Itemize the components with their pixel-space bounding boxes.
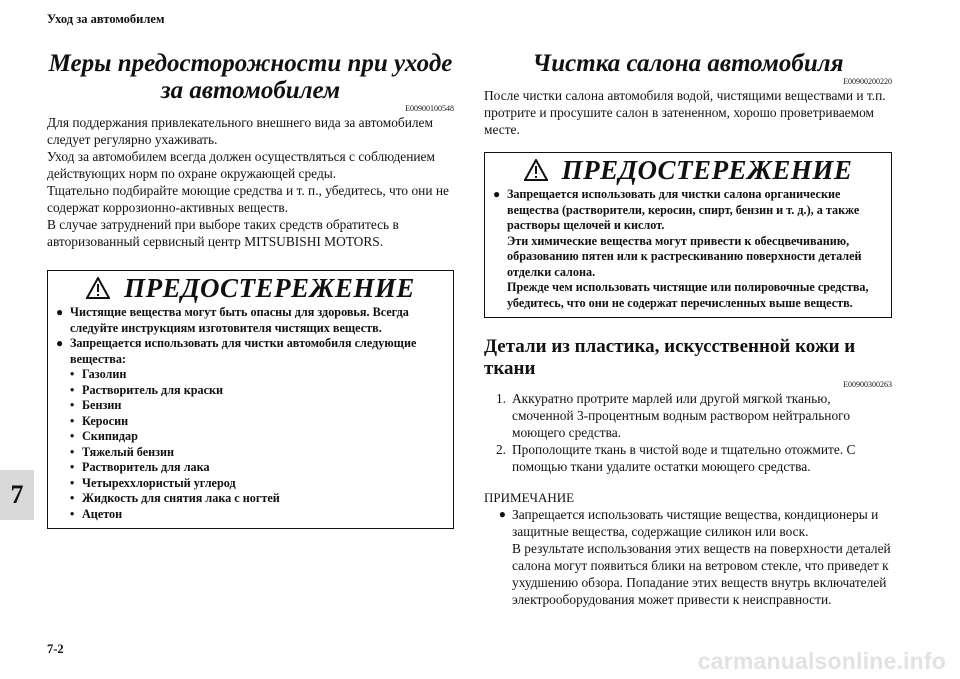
page-number: 7-2 [47, 642, 64, 656]
warning-bullet [56, 305, 445, 336]
warning-body [48, 305, 453, 528]
small-bullet-icon: • [70, 382, 75, 397]
watermark: carmanualsonline.info [697, 648, 946, 674]
left-paragraph: Тщательно подбирайте моющие средства и т. п., убедитесь, что они не содержат коррозионно-активных веществ. [47, 183, 449, 215]
warning-bullet-text: Запрещается использовать для чистки автомобиля следующие вещества: [70, 336, 417, 366]
bullet-dot-icon: ● [498, 507, 506, 521]
steps-list [484, 390, 892, 475]
small-bullet-icon: • [70, 444, 75, 459]
bullet-dot-icon: ● [56, 305, 64, 319]
substance-item: • Скипидар [70, 429, 138, 443]
right-warning-box [484, 152, 892, 318]
bullet-dot-icon: ● [493, 187, 501, 201]
small-bullet-icon: • [70, 475, 75, 490]
warning-bullet-text: Чистящие вещества могут быть опасны для здоровья. Всегда следуйте инструкциям изготовителя чистящих веществ. [70, 305, 409, 335]
substance-item: • Бензин [70, 398, 122, 412]
substance-item: • Керосин [70, 413, 129, 428]
right-title: Чистка салона автомобиля [532, 50, 844, 77]
right-column [484, 50, 892, 608]
warning-bullet-text: Запрещается использовать для чистки салона органические вещества (растворители, керосин, спирт, бензин и т. д.), а также растворы щелочей и кислот. [507, 187, 860, 232]
step-text: Прополощите ткань в чистой воде и тщательно отожмите. С помощью ткани удалите остатки моющего средства. [512, 442, 856, 474]
left-title-line1: Меры предосторожности при уходе [48, 50, 453, 77]
small-bullet-icon: • [70, 460, 75, 474]
substance-item: • Ацетон [70, 506, 123, 521]
small-bullet-icon: • [70, 429, 75, 443]
warning-triangle-icon [524, 159, 548, 181]
warning-label: ПРЕДОСТЕРЕЖЕНИЕ [124, 272, 415, 303]
left-title-line2: за автомобилем [160, 77, 341, 104]
subsection-heading: Детали из пластика, искусственной кожи и ткани [484, 336, 856, 379]
warning-body [485, 187, 891, 317]
warning-label: ПРЕДОСТЕРЕЖЕНИЕ [561, 154, 853, 185]
left-warning-box [47, 270, 454, 529]
substance-item: • Растворитель для лака [70, 460, 210, 474]
note-text: В результате использования этих веществ на поверхности деталей салона могут появиться блики на ветровом стекле, что приведет к ухудшению обзора. Попадание этих веществ внутрь включателей электрооборудования может привести к неисправности. [512, 541, 891, 607]
step-text: Аккуратно протрите марлей или другой мягкой тканью, смоченной 3-процентным водным раствором нейтрального моющего средства. [512, 391, 851, 440]
substance-item: • Газолин [70, 367, 127, 381]
small-bullet-icon: • [70, 506, 75, 521]
left-paragraph: Для поддержания привлекательного внешнего вида за автомобилем следует регулярно ухаживать. [47, 115, 433, 147]
left-column [47, 50, 454, 529]
running-header: Уход за автомобилем [47, 12, 165, 26]
substance-item: • Четыреххлористый углерод [70, 475, 236, 490]
warning-header [48, 271, 453, 305]
note-body [484, 506, 892, 608]
left-paragraph: Уход за автомобилем всегда должен осуществляться с соблюдением действующих норм по охране окружающей среды. [47, 149, 435, 181]
warning-triangle-icon [86, 277, 110, 299]
bullet-dot-icon: ● [56, 336, 64, 350]
warning-bullet [56, 336, 445, 522]
right-section-code: E00900200220 [843, 77, 892, 86]
step-number: 1. [495, 391, 506, 406]
warning-bullet [493, 187, 883, 311]
list-item [484, 390, 892, 441]
note-title: ПРИМЕЧАНИЕ [484, 490, 575, 505]
small-bullet-icon: • [70, 367, 75, 381]
small-bullet-icon: • [70, 413, 75, 428]
substance-item: • Жидкость для снятия лака с ногтей [70, 491, 280, 505]
warning-header [485, 153, 891, 187]
note-text: Запрещается использовать чистящие вещества, кондиционеры и защитные вещества, содержащие силикон или воск. [512, 507, 879, 539]
right-intro: После чистки салона автомобиля водой, чистящими веществами и т.п. протрите и просушите салон в затененном, хорошо проветриваемом месте. [484, 88, 886, 137]
step-number: 2. [495, 442, 506, 457]
chapter-tab: 7 [0, 470, 34, 520]
list-item [484, 441, 892, 475]
warning-paragraph: Прежде чем использовать чистящие или полировочные средства, убедитесь, что они не содержат перечисленных выше веществ. [507, 280, 869, 310]
left-paragraph: В случае затруднений при выборе таких средств обратитесь в авторизованный сервисный центр MITSUBISHI MOTORS. [47, 217, 399, 249]
substance-item: • Растворитель для краски [70, 382, 224, 397]
substance-item: • Тяжелый бензин [70, 444, 175, 459]
small-bullet-icon: • [70, 491, 75, 505]
subsection-code: E00900300263 [843, 380, 892, 389]
left-section-code: E00900100548 [405, 104, 454, 113]
small-bullet-icon: • [70, 398, 75, 412]
warning-paragraph: Эти химические вещества могут привести к обесцвечиванию, образованию пятен или к растрескиванию поверхности деталей отделки салона. [507, 233, 862, 279]
